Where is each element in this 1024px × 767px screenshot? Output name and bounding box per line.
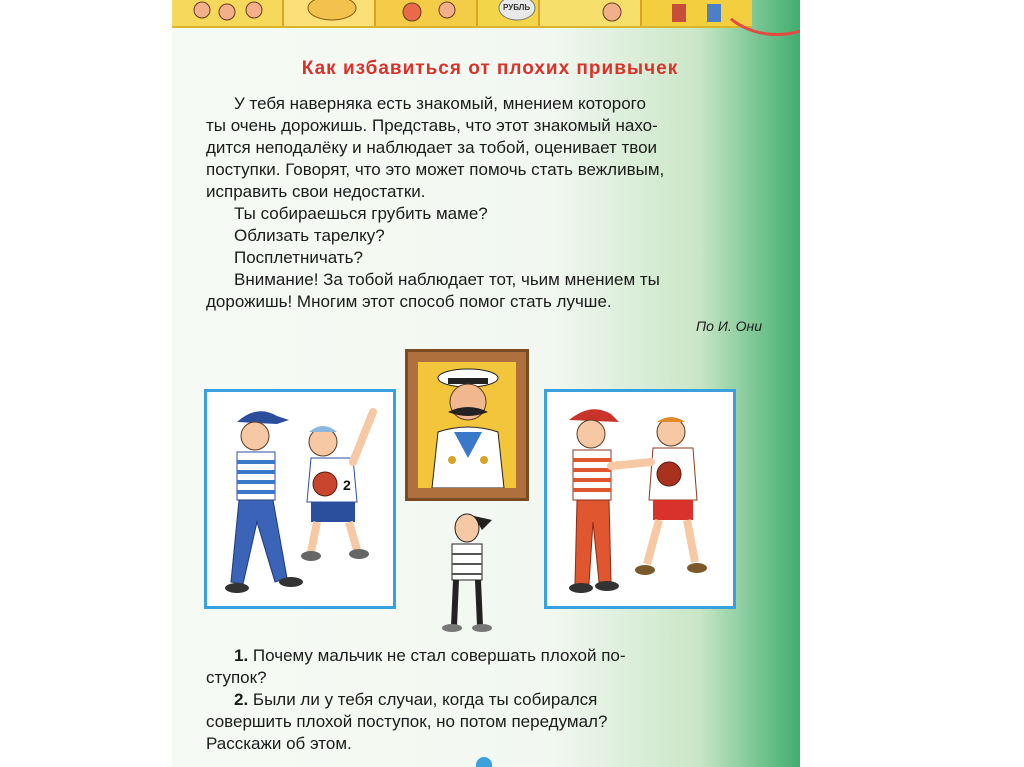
question-text: Почему мальчик не стал совершать плохой по- [252,646,626,665]
question-number: 1. [234,646,249,665]
page-number-tab [476,757,492,767]
text-line: Ты собираешься грубить маме? [234,204,488,223]
two-boys-illustration [207,392,393,606]
question-1 [206,645,761,689]
text-line: ты очень дорожишь. Представь, что этот знакомый нахо- [206,116,658,135]
question-text: ступок? [206,668,267,687]
text-line: Облизать тарелку? [234,226,385,245]
text-line: дорожишь! Многим этот способ помог стать лучше. [206,292,612,311]
jersey-number: 2 [343,477,351,493]
corner-decoration [714,0,800,36]
strip-coin-label: РУБЛЬ [503,3,531,12]
question-number: 2. [234,690,249,709]
strip-drawings [172,0,752,26]
page-title: Как избавиться от плохих привычек [301,58,679,79]
question-2 [206,689,761,755]
story-text [206,93,761,313]
girl-looking-up-illustration [422,510,512,635]
author-attribution: По И. Они [696,318,762,334]
text-line: дится неподалёку и наблюдает за тобой, оценивает твои [206,138,658,157]
header-illustration-strip [172,0,752,28]
text-line: исправить свои недостатки. [206,182,426,201]
question-text: Были ли у тебя случаи, когда ты собирался [252,690,598,709]
sailor-portrait-frame [405,349,529,501]
text-line: поступки. Говорят, что это может помочь стать вежливым, [206,160,665,179]
text-line: Внимание! За тобой наблюдает тот, чьим мнением ты [234,270,660,289]
text-line: У тебя наверняка есть знакомый, мнением которого [234,94,646,113]
illustration-left-frame [204,389,396,609]
question-text: совершить плохой поступок, но потом передумал? [206,712,608,731]
question-text: Расскажи об этом. [206,734,352,753]
boys-shaking-hands-illustration [547,392,733,606]
text-line: Посплетничать? [234,248,363,267]
sailor-portrait-illustration [418,362,516,488]
textbook-page [172,0,800,767]
illustration-right-frame [544,389,736,609]
